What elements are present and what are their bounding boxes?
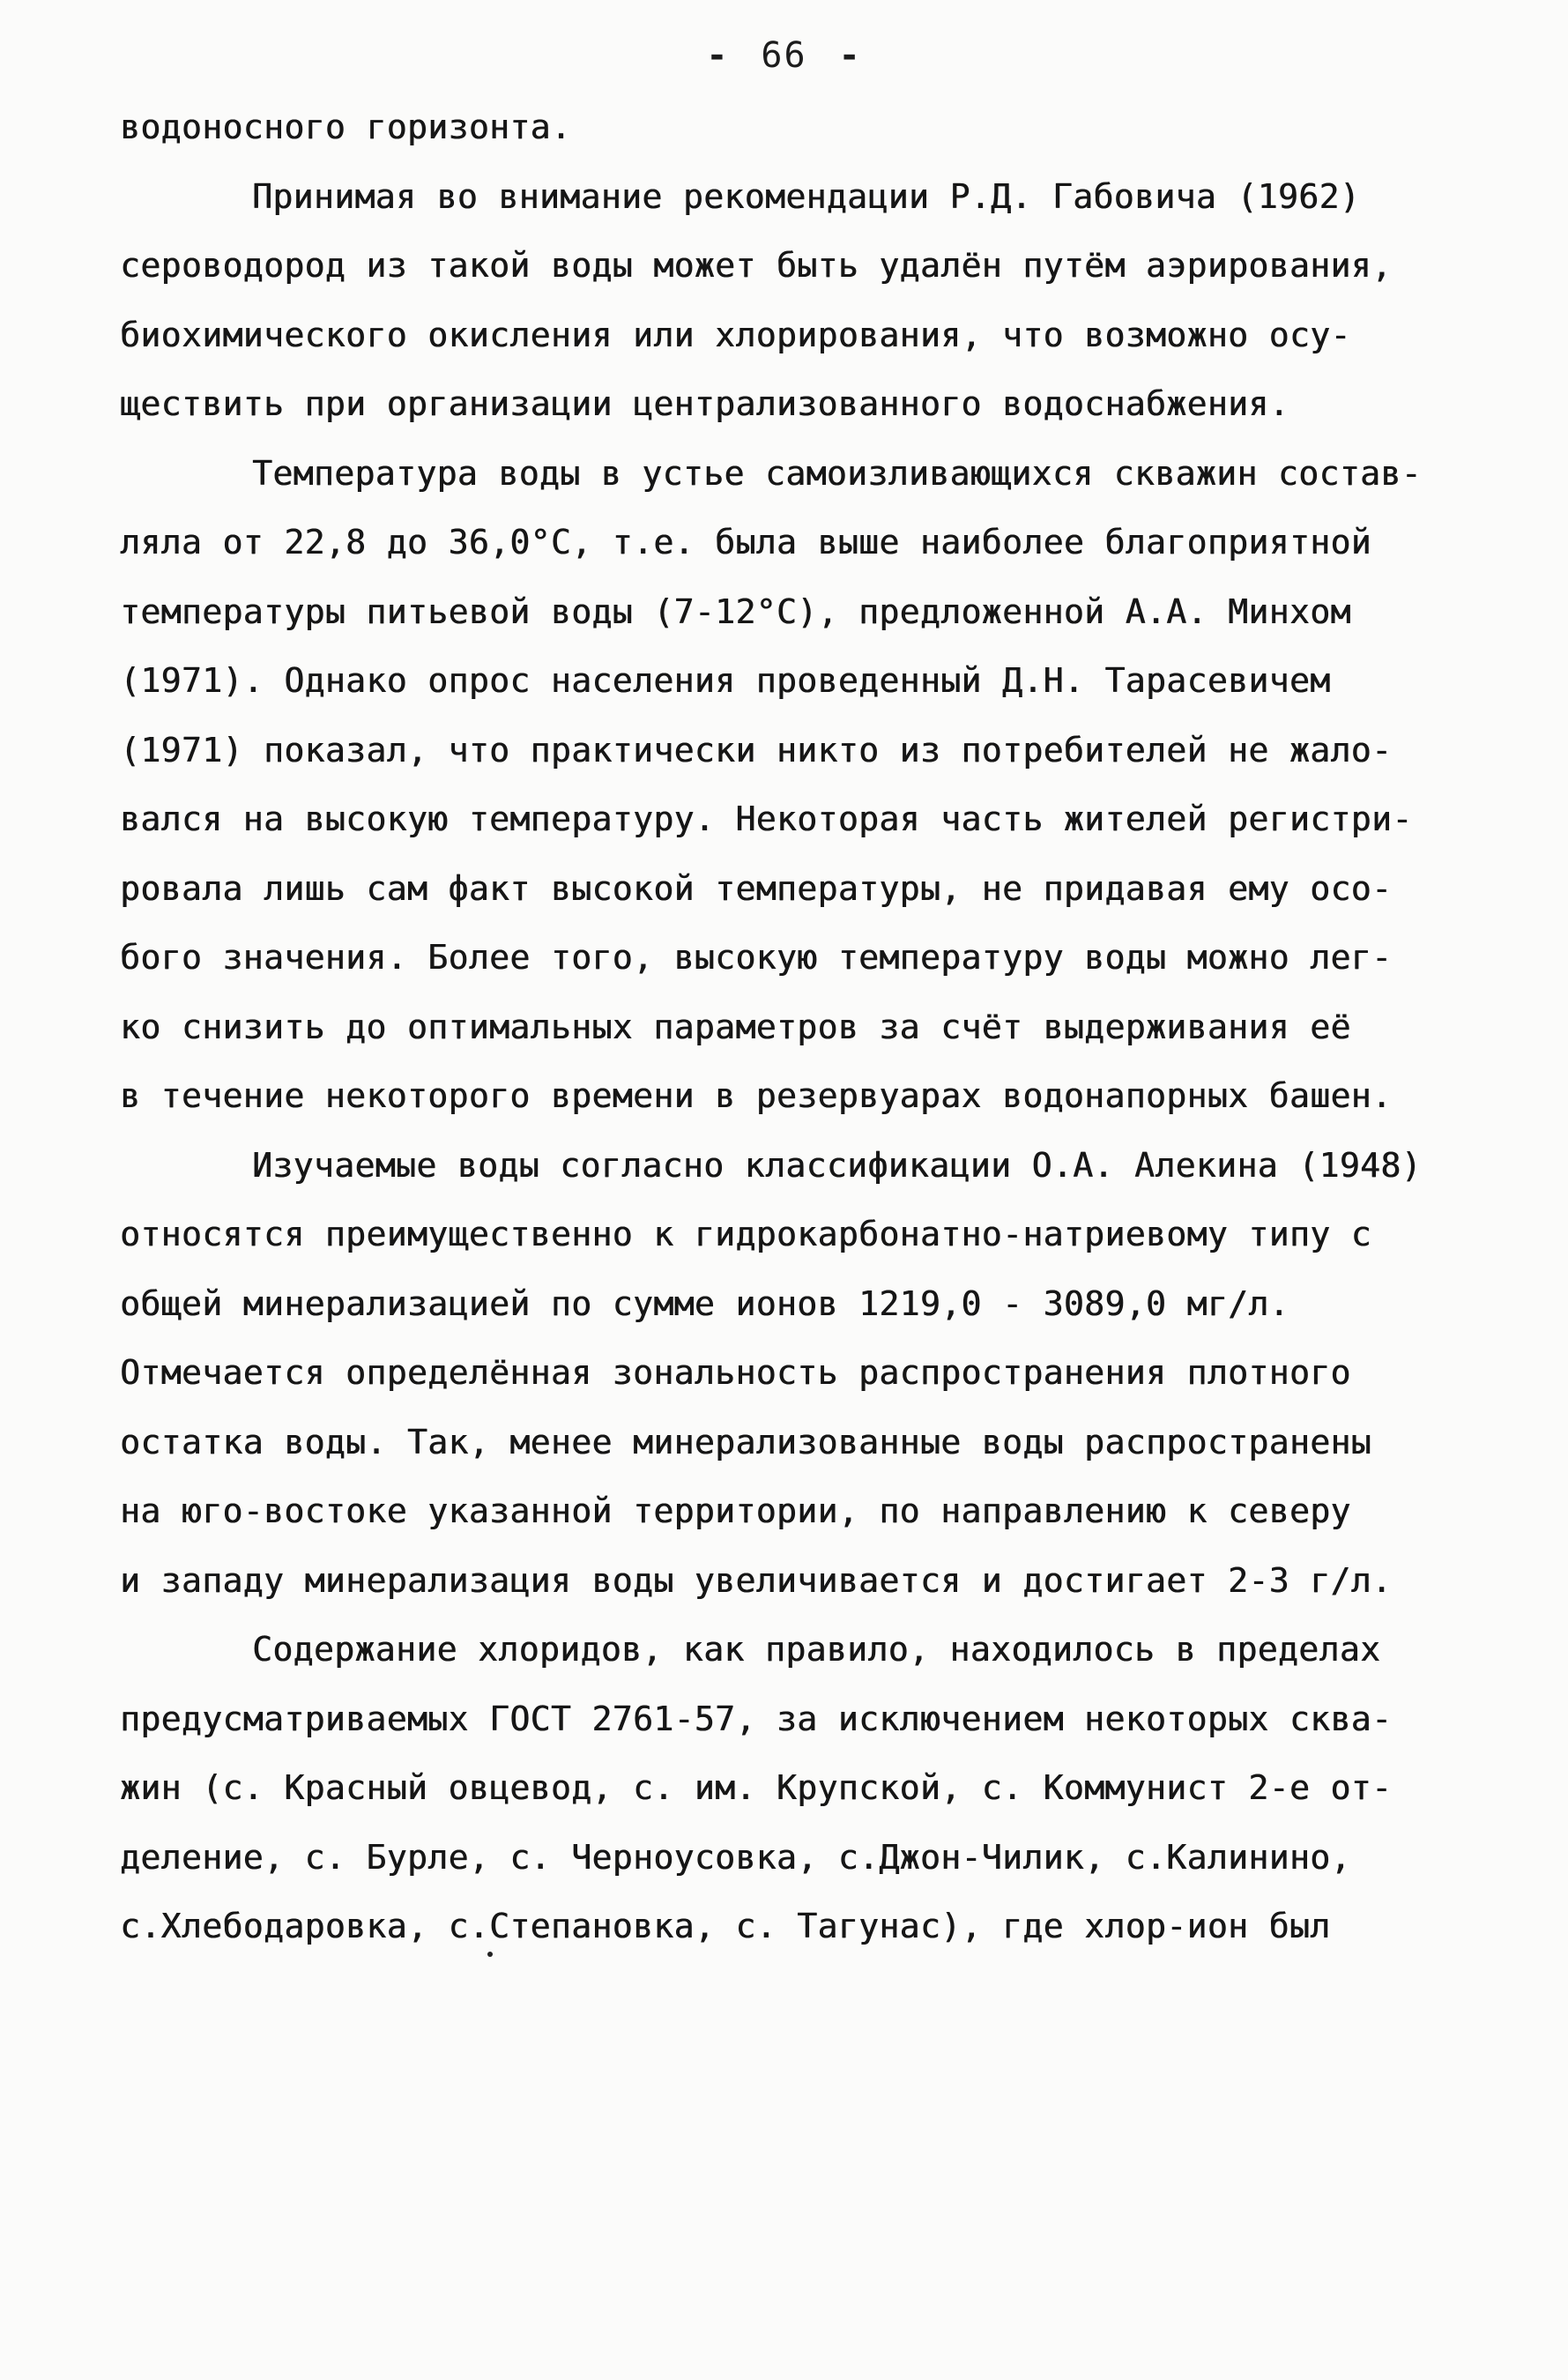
text-line: вался на высокую температуру. Некоторая часть жителей регистри- bbox=[120, 800, 1413, 838]
ink-speck bbox=[487, 1952, 493, 1957]
text-line: Температура воды в устье самоизливающихся скважин состав- bbox=[252, 453, 1422, 493]
page-number-dash-right: - bbox=[838, 35, 862, 76]
text-line: остатка воды. Так, менее минерализованные воды распространены bbox=[120, 1422, 1371, 1461]
text-line: жин (с. Красный овцевод, с. им. Крупской, с. Коммунист 2-е от- bbox=[120, 1768, 1393, 1807]
text-line: относятся преимущественно к гидрокарбонатно-натриевому типу с bbox=[120, 1215, 1371, 1253]
text-line: деление, с. Бурле, с. Черноусовка, с.Джон-Чилик, с.Калинино, bbox=[120, 1837, 1351, 1877]
text-line: биохимического окисления или хлорирования, что возможно осу- bbox=[120, 315, 1351, 354]
text-line: сероводород из такой воды может быть удалён путём аэрирования, bbox=[120, 246, 1393, 285]
text-line: Отмечается определённая зональность распространения плотного bbox=[120, 1353, 1351, 1392]
text-line: Принимая во внимание рекомендации Р.Д. Габовича (1962) bbox=[252, 176, 1361, 216]
page-number-value: 66 bbox=[761, 35, 807, 76]
text-line: в течение некоторого времени в резервуарах водонапорных башен. bbox=[120, 1076, 1393, 1115]
text-line: ко снизить до оптимальных параметров за счёт выдерживания её bbox=[120, 1007, 1351, 1046]
text-line: водоносного горизонта. bbox=[120, 108, 572, 146]
text-line: температуры питьевой воды (7-12°С), предложенной А.А. Минхом bbox=[120, 591, 1351, 631]
page-number bbox=[0, 35, 1568, 76]
text-line: ществить при организации централизованного водоснабжения. bbox=[120, 384, 1289, 423]
text-line: ляла от 22,8 до 36,0°С, т.е. была выше наиболее благоприятной bbox=[120, 523, 1371, 562]
page-number-dash-left: - bbox=[706, 35, 730, 76]
text-line: (1971). Однако опрос населения проведенный Д.Н. Тарасевичем bbox=[120, 661, 1331, 700]
text-line: на юго-востоке указанной территории, по направлению к северу bbox=[120, 1491, 1351, 1530]
text-line: бого значения. Более того, высокую температуру воды можно лег- bbox=[120, 938, 1393, 977]
text-line: и западу минерализация воды увеличивается и достигает 2-3 г/л. bbox=[120, 1560, 1393, 1600]
text-line: ровала лишь сам факт высокой температуры, не придавая ему осо- bbox=[120, 868, 1393, 908]
text-line: с.Хлебодаровка, с.Степановка, с. Тагунас), где хлор-ион был bbox=[120, 1907, 1331, 1945]
text-line: предусматриваемых ГОСТ 2761-57, за исключением некоторых сква- bbox=[120, 1699, 1393, 1738]
text-line: общей минерализацией по сумме ионов 1219,0 - 3089,0 мг/л. bbox=[120, 1283, 1289, 1323]
body-text bbox=[120, 93, 1460, 1961]
text-line: (1971) показал, что практически никто из потребителей не жало- bbox=[120, 730, 1393, 770]
text-line: Содержание хлоридов, как правило, находилось в пределах bbox=[252, 1630, 1381, 1669]
text-line: Изучаемые воды согласно классификации О.А. Алекина (1948) bbox=[252, 1145, 1422, 1185]
